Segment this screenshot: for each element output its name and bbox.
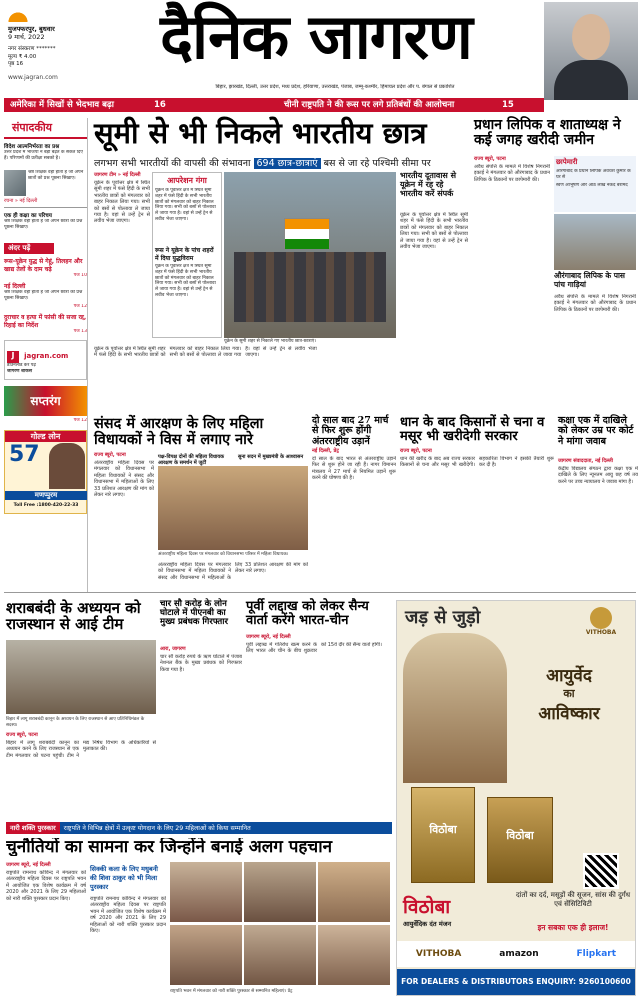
sharab-body: बिहार में लागू शराबबंदी कानून का अध्ययन करने के लिए राजस्थान से एक टीम मंगलवार को पटना पहुंची। टीम ने मद्य निषेध विभाग के अधिकारियों से मुलाकात की। [6, 740, 156, 759]
inside-item-1-page[interactable]: पेज 10 [73, 273, 87, 278]
flipkart-logo[interactable]: Flipkart [576, 949, 617, 959]
sharab-headline: शराबबंदी के अध्ययन को राजस्थान से आई टीम [6, 599, 141, 634]
sharab-photo [6, 640, 156, 714]
vithoba-dealers: FOR DEALERS & DISTRIBUTORS ENQUIRY: 9260100600 [397, 969, 635, 995]
inside-item-1-head: रूस-यूक्रेन युद्ध से गेहूं, तिलहन और खाद्य तेलों के दाम चढ़े [4, 258, 83, 273]
inside-item-2-head: नई दिल्ली [4, 282, 26, 290]
vithoba-shop-bar[interactable] [397, 941, 635, 967]
raid-sub-body: अवैध संपत्ति के मामले में विशेष निगरानी इकाई ने मंगलवार को औरंगाबाद के प्रधान लिपिक के ठिकानों पर छापेमारी की। [554, 294, 636, 313]
parliament-body: अंतरराष्ट्रीय महिला दिवस पर मंगलवार को विधानसभा में महिला विधायकों ने संसद और विधानसभा में महिलाओं के लिए 33 प्रतिशत आरक्षण की मांग को लेकर नारे लगाए। [94, 460, 154, 499]
fraud-body: चार सौ करोड़ रुपये के ऋण घोटाले में पंजाब नेशनल बैंक के मुख्य प्रबंधक को गिरफ्तार किया गया है। [160, 654, 242, 673]
raid-photo [554, 214, 636, 270]
header-edition: नगर संस्करण ******* [8, 46, 56, 52]
vithoba-logo-icon [590, 607, 612, 629]
nari-quote: सिक्की कला के लिए मधुबनी की शिवा ठाकुर को भी मिला पुरस्कार [90, 865, 158, 891]
ceasefire-head: रूस ने यूक्रेन के पांच शहरों में दिया युद्धविराम [155, 247, 214, 262]
school-body: केंद्रीय विद्यालय संगठन द्वारा कक्षा एक में दाखिले के लिए न्यूनतम आयु छह वर्ष तय करने पर उच्च न्यायालय ने जवाब मांगा है। [558, 466, 638, 485]
vithoba-site[interactable]: VITHOBA [415, 949, 462, 959]
teaser-1-text: अमेरिका में सिखों से भेदभाव बढ़ा [10, 100, 114, 110]
vithoba-pack-2-label: विठोबा [506, 829, 534, 842]
jagran-j-icon: J [7, 351, 19, 363]
editorial-headline: विदेश आत्मनिर्भरता का प्रश्न [4, 144, 60, 150]
nari-strap [6, 822, 392, 834]
flights-headline: दो साल बाद 27 मार्च से फिर शुरू होंगी अंतरराष्ट्रीय उड़ानें [312, 415, 389, 447]
vithoba-pack-2 [487, 797, 553, 883]
inside-item-3-page[interactable]: पेज 13 [73, 328, 87, 334]
vithoba-tagline [509, 663, 629, 724]
header-price: मूल्य ₹ 4.00 [8, 54, 37, 60]
vithoba-tagline-2: का [563, 687, 575, 700]
inside-item-3-head: दुराचार व हत्या में फांसी की सजा रद्द, रिहाई का निर्देश [4, 313, 87, 329]
editorial-body: उत्तर प्रदेश में भाजपा ने बड़ी बढ़त के संकेत दिए हैं। परिणामों की प्रतीक्षा सबको है। [4, 150, 83, 161]
lead-body-col1: यूक्रेन के पूर्वोत्तर क्षेत्र में स्थित सूमी शहर में फंसे हिंदी के सभी भारतीय छात्रों को मंगलवार को बाहर निकाल लिया गया। सभी को बसों से पोल्तावा ले जाया गया है। वहां से उन्हें ट्रेन से लवीव भेजा जाएगा। [94, 180, 150, 225]
parliament-body-2: अंतरराष्ट्रीय महिला दिवस पर मंगलवार को विधानसभा में महिला विधायकों ने संसद और विधानसभा में महिलाओं के लिए 33 प्रतिशत आरक्षण की मांग को लेकर नारे लगाए। [158, 562, 308, 581]
vithoba-pack-1 [411, 787, 475, 883]
lead-photo-caption: यूक्रेन के सूमी शहर से निकाले गए भारतीय छात्र-छात्राएं। [224, 339, 317, 344]
jagran-app-box[interactable] [4, 340, 87, 380]
flights-body: दो साल के बाद भारत से अंतरराष्ट्रीय उड़ानें फिर से शुरू होने जा रही हैं। नागर विमानन मंत्रालय ने 27 मार्च से नियमित उड़ानें शुरू करने की घोषणा की है। [312, 456, 396, 482]
gold-loan-phone: Toll Free :1800-420-22-33 [13, 503, 79, 509]
vithoba-model-photo [403, 633, 507, 783]
teaser-2-text: चीनी राष्ट्रपति ने की रूस पर लगे प्रतिबंधों की आलोचना [284, 100, 455, 110]
raid-box [554, 156, 636, 212]
header-website: www.jagran.com [8, 74, 58, 81]
vithoba-tagline-1: आयुर्वेद [546, 666, 592, 686]
ceasefire-body: यूक्रेन के पूर्वोत्तर क्षेत्र में स्थित सूमी शहर में फंसे हिंदी के सभी भारतीय छात्रों को मंगलवार को बाहर निकाल लिया गया। सभी को बसों से पोल्तावा ले जाया गया है। वहां से उन्हें ट्रेन से लवीव भेजा जाएगा। [155, 264, 216, 298]
nari-photo-grid [170, 862, 392, 986]
raid-photo-caption: औरंगाबाद लिपिक के पास पांच गाड़ियां [554, 271, 625, 289]
nari-body-2: राष्ट्रपति रामनाथ कोविन्द ने मंगलवार को अंतरराष्ट्रीय महिला दिवस पर राष्ट्रपति भवन में आयोजित एक विशेष कार्यक्रम में वर्ष 2020 और 2021 के लिए 29 महिलाओं को नारी शक्ति पुरस्कार प्रदान किए। [90, 896, 166, 935]
dhan-headline: धान के बाद किसानों से चना व मसूर भी खरीदेगी सरकार [400, 415, 545, 445]
masthead: दैनिक जागरण [160, 0, 472, 73]
nari-body: राष्ट्रपति रामनाथ कोविन्द ने मंगलवार को अंतरराष्ट्रीय महिला दिवस पर राष्ट्रपति भवन में आयोजित एक विशेष कार्यक्रम में वर्ष 2020 और 2021 के लिए 29 महिलाओं को नारी शक्ति पुरस्कार प्रदान किए। [6, 870, 86, 902]
lead-subhead [94, 156, 468, 169]
lead-subhead-start: लगभग सभी भारतीयों की वापसी की संभावना [94, 158, 251, 169]
gold-loan-rate: 57 [9, 442, 40, 468]
vithoba-claim-2: इन सबका एक ही इलाज! [537, 923, 609, 932]
vithoba-ad[interactable] [396, 600, 636, 996]
column-headline: एक ही कक्षा का परिचय [4, 213, 52, 219]
school-headline: कक्षा एक में दाखिले को लेकर उम्र पर कोर्ट ने मांगा जवाब [558, 415, 634, 447]
teaser-2-page: 15 [502, 100, 514, 110]
vithoba-product-sub: आयुर्वेदिक दंत मंजन [403, 920, 452, 928]
ladakh-byline: जागरण ब्यूरो, नई दिल्ली [246, 634, 291, 640]
column-text: श्रेष्ठ शिक्षक वही होता है जो अपने छात्रों को प्रश्न पूछना सिखाए। [4, 219, 83, 230]
ladakh-headline: पूर्वी लद्दाख को लेकर सैन्य वार्ता करेंगे भारत-चीन [246, 599, 369, 629]
jagran-app-sub: डाउनलोड कर पढ़ें [7, 363, 36, 369]
dhan-body: धान की खरीद के बाद अब राज्य सरकार किसानों से चना और मसूर भी खरीदेगी। सहकारिता विभाग ने इसकी तैयारी शुरू कर दी है। [400, 456, 554, 469]
nari-strap-text: राष्ट्रपति ने विभिन्न क्षेत्रों में उत्कृष्ट योगदान के लिए 29 महिलाओं को किया सम्मानित [60, 822, 392, 834]
editorial-title: संपादकीय [4, 118, 87, 139]
operation-ganga-body: यूक्रेन के पूर्वोत्तर क्षेत्र में स्थित सूमी शहर में फंसे हिंदी के सभी भारतीय छात्रों को मंगलवार को बाहर निकाल लिया गया। सभी को बसों से पोल्तावा ले जाया गया है। वहां से उन्हें ट्रेन से लवीव भेजा जाएगा। [155, 188, 216, 222]
jagran-app-label: jagran.com [24, 352, 69, 361]
raid-bullet-1: औरंगाबाद के प्रधान लिपिक अवधेश कुमार के घर से [556, 169, 631, 180]
vithoba-claim: दांतों का दर्द, मसूड़ों की सूजन, सांस की दुर्गंध एवं सेंसिटिविटी [515, 891, 631, 909]
nari-byline: जागरण ब्यूरो, नई दिल्ली [6, 862, 51, 868]
flights-byline: नई दिल्ली, प्रेट्र [312, 448, 339, 454]
lead-byline: जागरण टीम » नई दिल्ली [94, 172, 141, 178]
raid-bullet-2: स्वर्ण आभूषण और आठ लाख नकद बरामद [556, 182, 628, 188]
left-sidebar [4, 118, 88, 592]
header-date: 9 मार्च, 2022 [8, 33, 45, 41]
header-left-info [6, 8, 90, 94]
parliament-byline: राज्य ब्यूरो, पटना [94, 452, 126, 458]
lead-subhead-end: बस से जा रहे पश्चिमी सीमा पर [323, 158, 431, 169]
editions-line: बिहार, झारखंड, दिल्ली, उत्तर प्रदेश, मध्य प्रदेश, हरियाणा, उत्तराखंड, पंजाब, जम्मू-कश्मीर, हिमाचल प्रदेश और प. बंगाल से प्रकाशित [215, 84, 455, 90]
columnist-photo [4, 170, 26, 196]
nari-label: नारी शक्ति पुरस्कार [6, 822, 60, 834]
right-top-body: अवैध संपत्ति के मामले में विशेष निगरानी इकाई ने मंगलवार को औरंगाबाद के प्रधान लिपिक के ठिकानों पर छापेमारी की। [474, 164, 550, 183]
saptrang-banner[interactable]: सप्तरंग [4, 386, 87, 416]
nari-headline: चुनौतियों का सामना कर जिन्होंने बनाई अलग पहचान [6, 838, 333, 857]
teaser-bar [4, 98, 544, 112]
right-top-byline: राज्य ब्यूरो, पटना [474, 156, 506, 162]
operation-ganga-box [152, 172, 222, 338]
qr-code-icon[interactable] [583, 853, 619, 889]
sharab-byline: राज्य ब्यूरो, पटना [6, 732, 38, 738]
vithoba-tagline-3: आविष्कार [538, 704, 600, 724]
inside-section-label: अंदर पढ़ें [4, 243, 54, 254]
sharab-photo-caption: बिहार में लागू शराबबंदी कानून के अध्ययन के लिए राजस्थान से आए प्रतिनिधिमंडल के सदस्य। [6, 717, 145, 728]
sun-logo-icon [8, 10, 28, 22]
editorial-author: रचना » नई दिल्ली [4, 198, 38, 204]
vithoba-ad-top: जड़ से जुड़ो [405, 607, 481, 628]
inside-item-2-page[interactable]: पेज 12 [73, 303, 87, 309]
ladakh-body: पूर्वी लद्दाख में गतिरोध खत्म करने के लिए भारत और चीन के बीच शुक्रवार को 15वें दौर की सैन्य वार्ता होगी। [246, 642, 382, 655]
parliament-headline: संसद में आरक्षण के लिए महिला विधायकों ने विस में लगाए नारे [94, 415, 264, 448]
parliament-photo-caption: अंतरराष्ट्रीय महिला दिवस पर मंगलवार को विधानसभा परिसर में महिला विधायक। [158, 552, 289, 557]
gold-loan-title: गोल्ड लोन [5, 431, 86, 442]
right-top-headline: प्रधान लिपिक व शाताध्यक्ष ने कई जगह खरीदी जमीन [474, 117, 621, 149]
column-body: श्रेष्ठ शिक्षक वही होता है जो अपने छात्रों को प्रश्न पूछना सिखाए। [28, 170, 84, 181]
header-date-city: मुजफ्फरपुर, बुधवार [8, 25, 55, 33]
parliament-photo [158, 466, 308, 550]
vithoba-logo-text: VITHOBA [585, 629, 617, 636]
header-portrait-photo [544, 2, 638, 100]
fraud-byline: आरा, जागरण [160, 646, 186, 652]
lead-headline: सूमी से भी निकले भारतीय छात्र [94, 116, 427, 150]
dhan-byline: राज्य ब्यूरो, पटना [400, 448, 432, 454]
saptrang-page[interactable]: पेज 12 [73, 418, 87, 424]
inside-item-2-body: श्रेष्ठ शिक्षक वही होता है जो अपने छात्रों को प्रश्न पूछना सिखाए। [4, 289, 83, 301]
parliament-bullet-1: पक्ष-विपक्ष दोनों की महिला विधायक आरक्षण के समर्थन में जुटीं [158, 454, 224, 466]
vithoba-logo [573, 607, 629, 636]
lead-highlight: 694 छात्र-छात्राएं [254, 158, 321, 169]
vithoba-product-name: विठोबा [403, 896, 451, 918]
school-byline: जागरण संवाददाता, नई दिल्ली [558, 458, 613, 464]
embassy-body: यूक्रेन के पूर्वोत्तर क्षेत्र में स्थित सूमी शहर में फंसे हिंदी के सभी भारतीय छात्रों को मंगलवार को बाहर निकाल लिया गया। सभी को बसों से पोल्तावा ले जाया गया है। वहां से उन्हें ट्रेन से लवीव भेजा जाएगा। [400, 212, 468, 251]
parliament-bullet-2: सुना सदन में मुख्यमंत्री के आश्वासन [238, 454, 304, 460]
operation-ganga-title: आपरेशन गंगा [167, 176, 207, 185]
embassy-headline: भारतीय दूतावास से यूक्रेन में रह रहे भारतीय करें संपर्क [400, 171, 457, 198]
nari-photo-caption: राष्ट्रपति भवन में मंगलवार को नारी शक्ति पुरस्कार से सम्मानित महिलाएं। प्रेट्र [170, 989, 293, 994]
gold-loan-ad[interactable] [4, 430, 87, 514]
raid-box-title: छापेमारी [556, 158, 578, 166]
lead-photo [224, 172, 396, 338]
lead-body-bottom: यूक्रेन के पूर्वोत्तर क्षेत्र में स्थित सूमी शहर में फंसे हिंदी के सभी भारतीय छात्रों को मंगलवार को बाहर निकाल लिया गया। सभी को बसों से पोल्तावा ले जाया गया है। वहां से उन्हें ट्रेन से लवीव भेजा जाएगा। [94, 346, 317, 359]
fraud-headline: चार सौ करोड़ के लोन घोटाले में पीएनबी का मुख्य प्रबंधक गिरफ्तार [160, 599, 228, 628]
jagran-showcase: जागरण शोकेस [7, 369, 32, 375]
gold-loan-brand: मणप्पुरम [5, 491, 87, 500]
ad-person-photo [49, 443, 85, 489]
vithoba-pack-1-label: विठोबा [429, 823, 457, 836]
amazon-logo[interactable]: amazon [499, 949, 539, 959]
teaser-1-page: 16 [154, 100, 166, 110]
header-pages: पृष्ठ 16 [8, 61, 24, 67]
